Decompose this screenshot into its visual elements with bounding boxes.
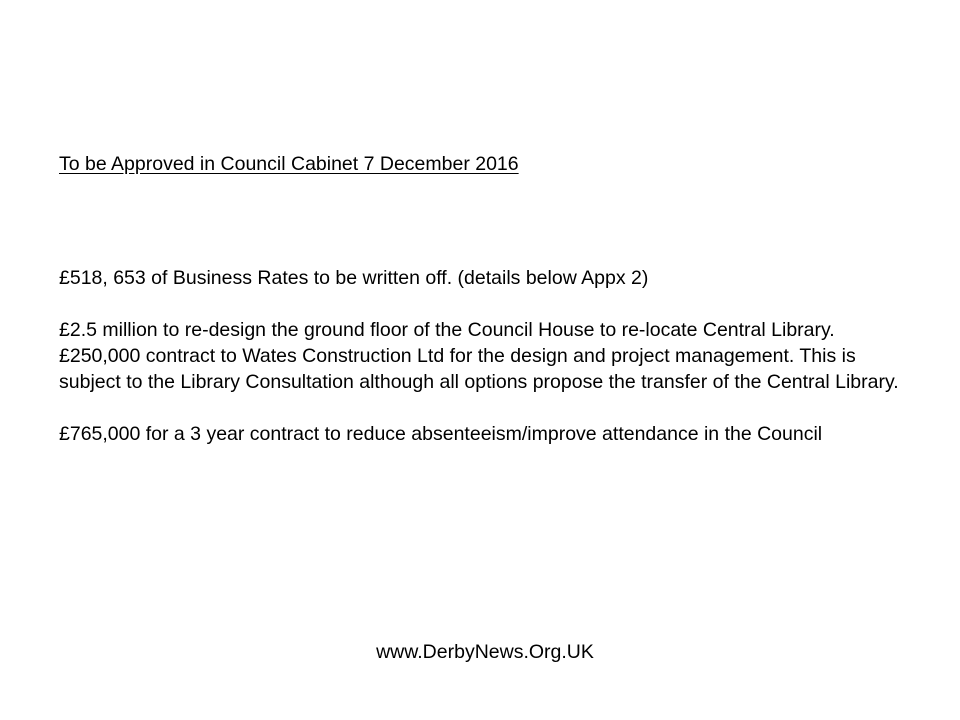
paragraph-business-rates: £518, 653 of Business Rates to be written off. (details below Appx 2) (59, 267, 649, 289)
slide-body (59, 265, 909, 473)
paragraph-absenteeism-contract: £765,000 for a 3 year contract to reduce absenteeism/improve attendance in the Council (59, 423, 823, 445)
slide-heading: To be Approved in Council Cabinet 7 December 2016 (59, 153, 519, 175)
paragraph-central-library: £2.5 million to re-design the ground floor of the Council House to re-locate Central Library. £250,000 contract to Wates Construction Ltd for the design and project management. This is subject to the Library Consultation although all options propose the transfer of the Central Library. (59, 319, 899, 393)
website-footer: www.DerbyNews.Org.UK (376, 641, 594, 663)
